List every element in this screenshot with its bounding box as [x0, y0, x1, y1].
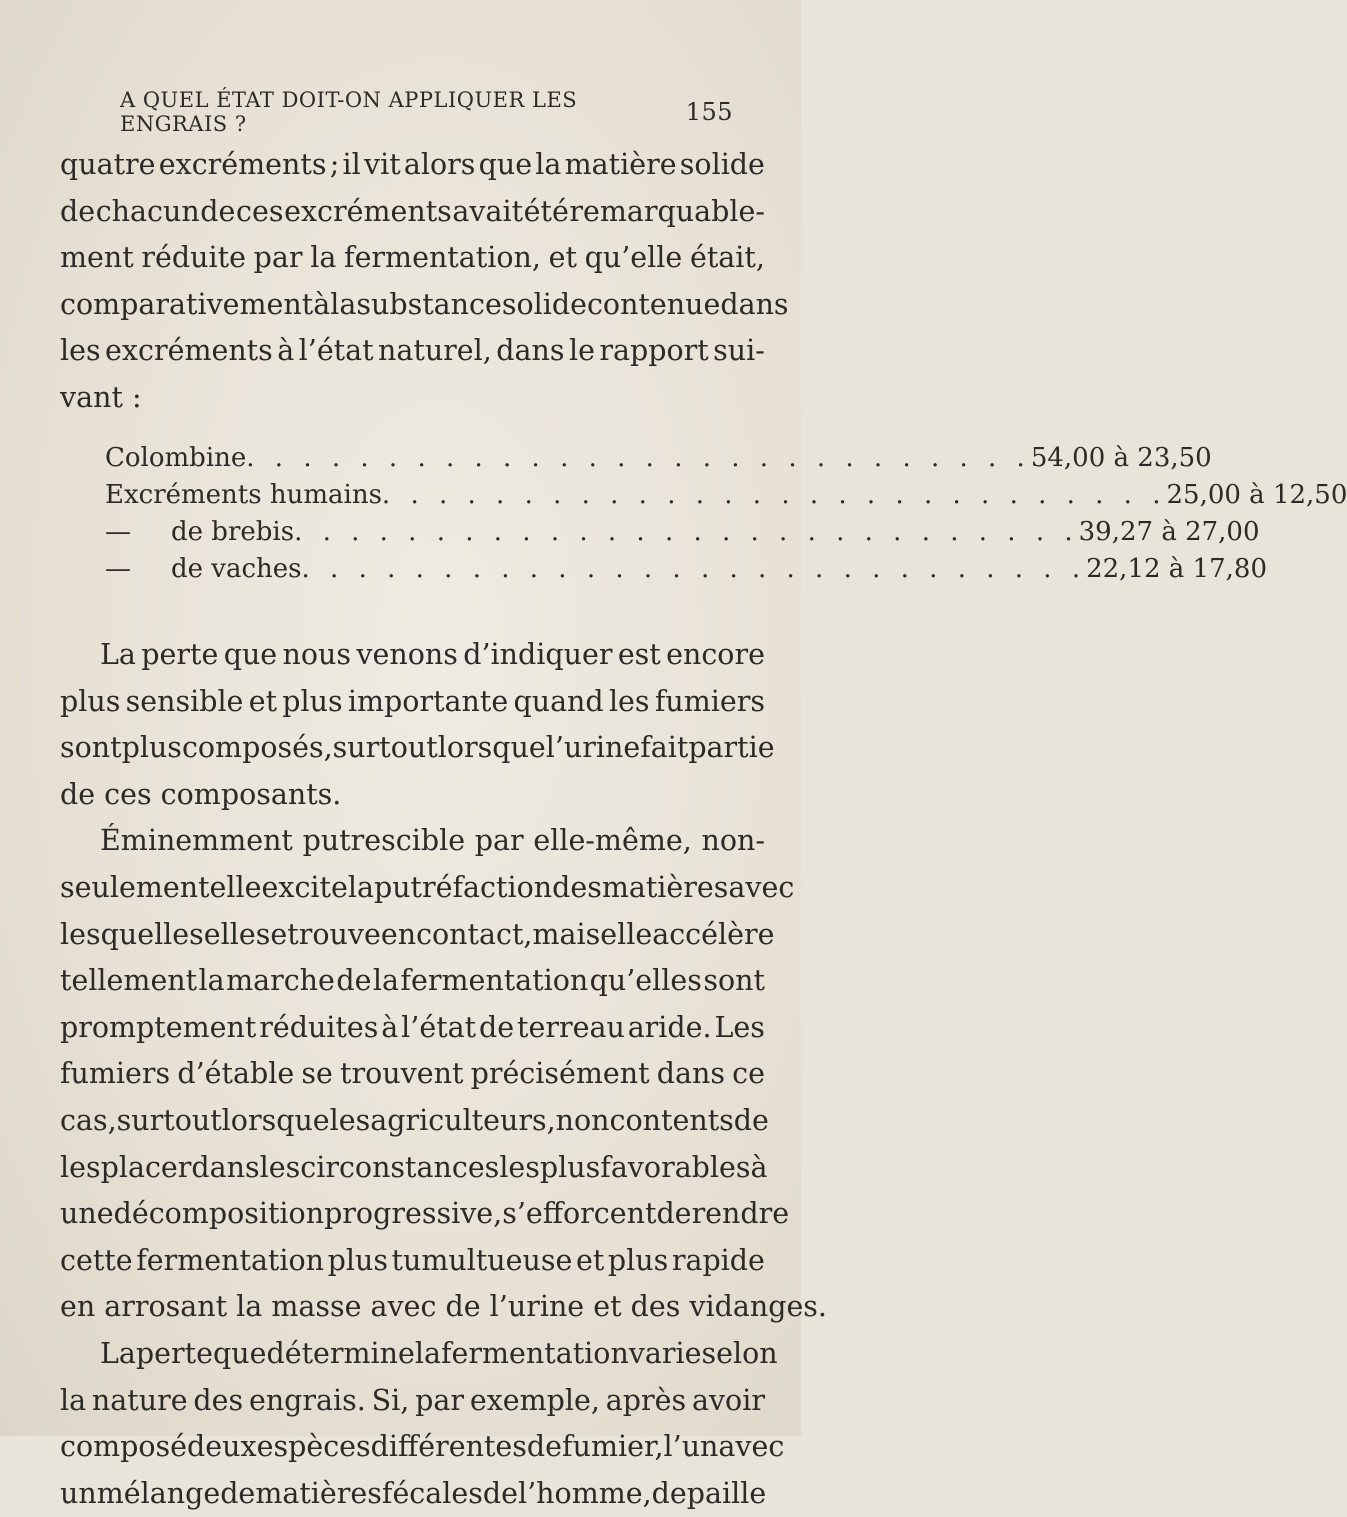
table-row	[105, 477, 1347, 514]
leader-dots: . . . . . . . . . . . . . . . . . . . . . . . . . . . .	[246, 443, 1031, 473]
text-line: les placer dans les circonstances les plus favorables à	[60, 1150, 768, 1184]
ditto-mark: —	[105, 554, 131, 584]
text-line: une décomposition progressive, s’efforcent de rendre	[60, 1197, 790, 1231]
paragraph-1	[60, 142, 789, 422]
ditto-mark: —	[105, 517, 131, 547]
text-line: vant :	[60, 380, 142, 414]
row-label: Excréments humains	[105, 480, 382, 510]
leader-dots: . . . . . . . . . . . . . . . . . . . . . . . . . . . .	[301, 554, 1087, 584]
leader-dots: . . . . . . . . . . . . . . . . . . . . . . . . . . . .	[294, 517, 1079, 547]
text-line: la nature des engrais. Si, par exemple, après avoir	[60, 1383, 765, 1417]
leader-dots: . . . . . . . . . . . . . . . . . . . . . . . . . . . .	[381, 480, 1167, 510]
text-line: un mélange de matières fécales de l’homme, de paille	[60, 1476, 767, 1510]
table-row	[105, 440, 1212, 477]
row-value: 25,00 à 12,50	[1166, 480, 1347, 510]
text-line: lesquelles elle se trouve en contact, mais elle accélère	[60, 917, 775, 951]
text-line: ment réduite par la fermentation, et qu’elle était,	[60, 241, 765, 275]
row-value: 54,00 à 23,50	[1030, 443, 1212, 473]
paragraph-2	[60, 632, 827, 1517]
row-label: de brebis	[171, 517, 295, 547]
page-number: 155	[685, 98, 733, 126]
ratio-table	[105, 440, 1347, 588]
table-row	[105, 514, 1260, 551]
row-value: 22,12 à 17,80	[1086, 554, 1267, 584]
text-line: comparativement à la substance solide contenue dans	[60, 287, 789, 321]
text-line: plus sensible et plus importante quand les fumiers	[60, 684, 765, 718]
text-line: quatre excréments ; il vit alors que la matière solide	[60, 148, 765, 181]
text-line: tellement la marche de la fermentation qu’elles sont	[60, 964, 765, 998]
text-line: en arrosant la masse avec de l’urine et des vidanges.	[60, 1290, 827, 1324]
text-line: La perte que nous venons d’indiquer est encore	[100, 638, 765, 671]
running-title: A QUEL ÉTAT DOIT-ON APPLIQUER LES ENGRAIS ?	[120, 88, 578, 136]
text-line: de ces composants.	[60, 777, 342, 811]
row-label: de vaches	[171, 554, 302, 584]
text-line: cas, surtout lorsque les agriculteurs, non contents de	[60, 1103, 769, 1137]
text-line: seulement elle excite la putréfaction des matières avec	[60, 870, 795, 904]
running-header	[120, 88, 733, 136]
text-line: de chacun de ces excréments avait été remarquable-	[60, 194, 765, 228]
text-line: sont plus composés, surtout lorsque l’urine fait partie	[60, 731, 775, 765]
text-line: composé deux espèces différentes de fumier, l’un avec	[60, 1430, 785, 1464]
text-line: les excréments à l’état naturel, dans le rapport sui-	[60, 334, 765, 368]
text-line: promptement réduites à l’état de terreau aride. Les	[60, 1010, 765, 1044]
text-line: cette fermentation plus tumultueuse et plus rapide	[60, 1243, 765, 1277]
text-line: fumiers d’étable se trouvent précisément dans ce	[60, 1057, 765, 1091]
row-value: 39,27 à 27,00	[1078, 517, 1260, 547]
text-line: La perte que détermine la fermentation varie selon	[100, 1336, 778, 1370]
text-line: Éminemment putrescible par elle-même, non-	[100, 824, 765, 858]
table-row	[105, 551, 1267, 588]
row-label: Colombine	[105, 443, 247, 473]
